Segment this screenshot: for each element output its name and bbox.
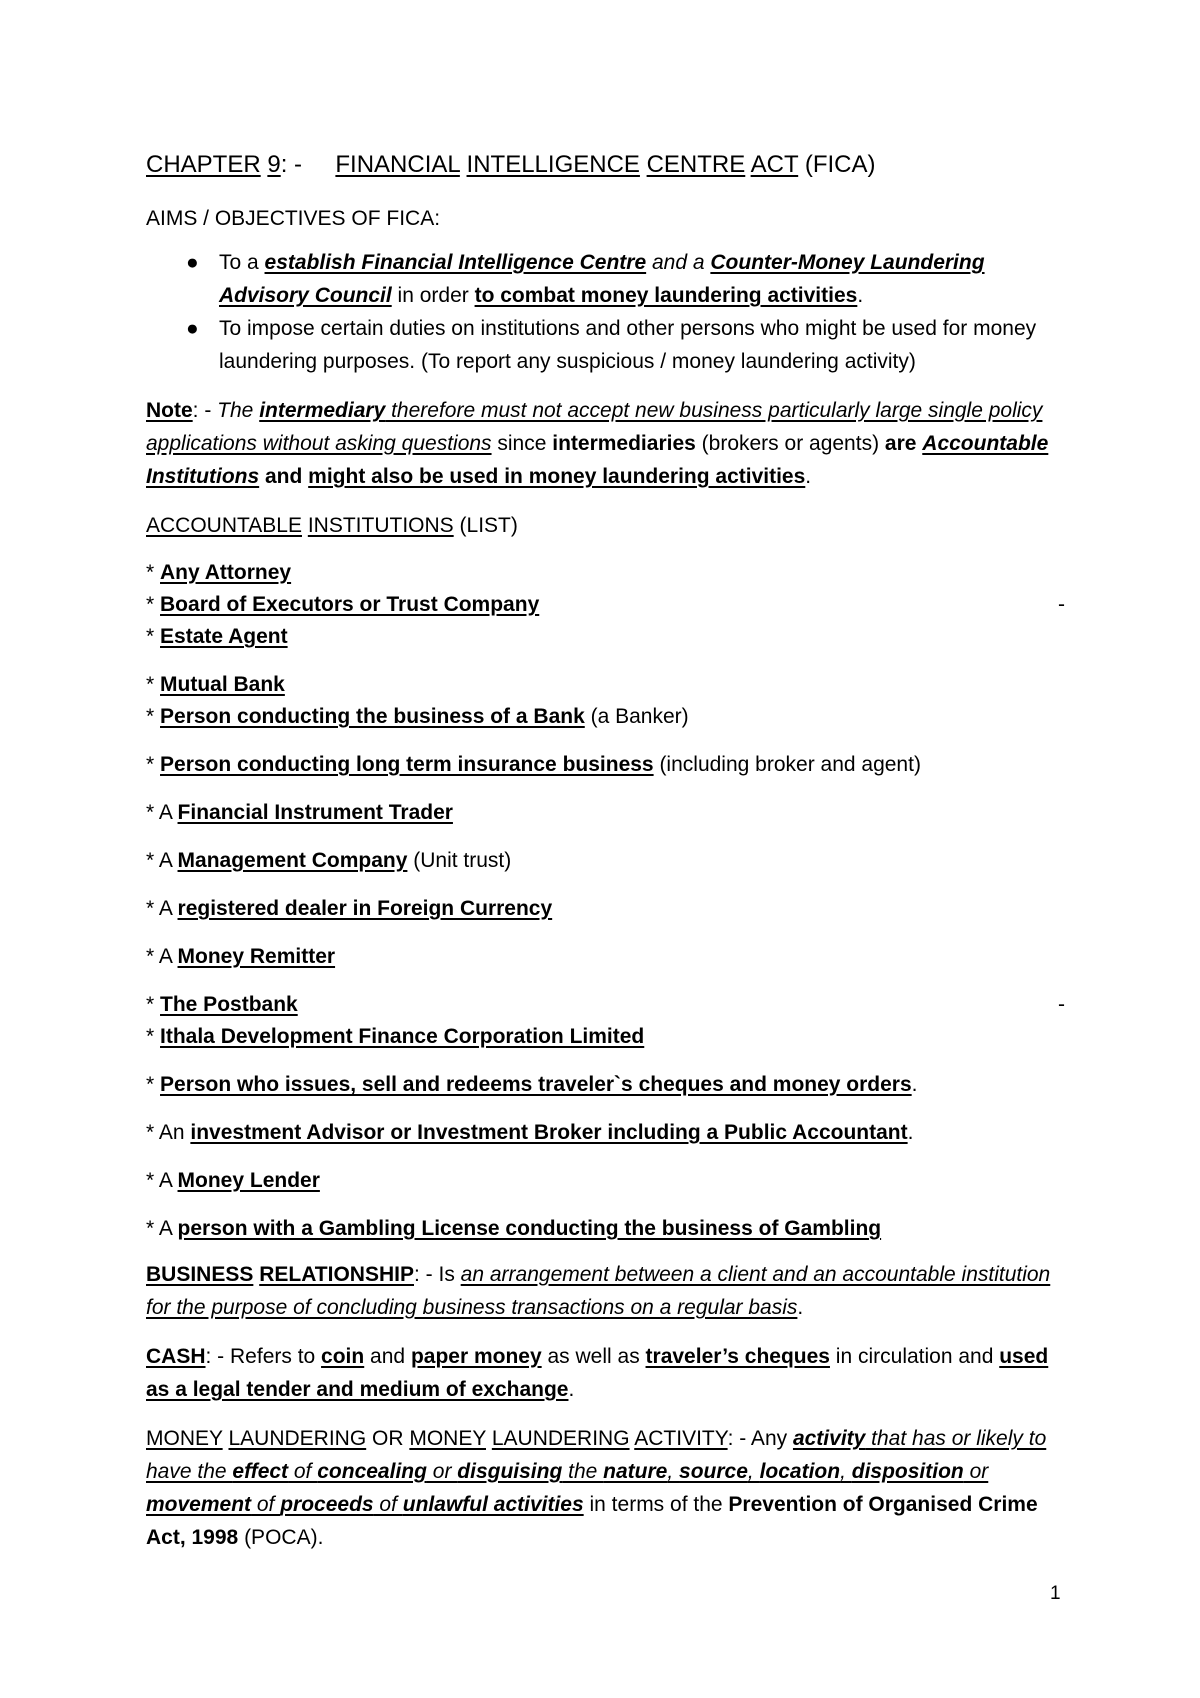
note-label: Note [146, 399, 193, 422]
institution-item: * Person conducting the business of a Bank (a Banker) [146, 705, 689, 728]
institution-item: * Ithala Development Finance Corporation Limited [146, 1025, 645, 1048]
institution-item: * Any Attorney [146, 561, 292, 584]
note-paragraph: Note: - The intermediary therefore must not accept new business particularly large single policy applications without asking questions since intermediaries (brokers or agents) are Accountable Institutions and might also be used in money laundering activities. [146, 399, 1049, 488]
title-abbr: (FICA) [804, 151, 876, 178]
institution-item: * A registered dealer in Foreign Currency [146, 897, 553, 920]
institution-item: * A Financial Instrument Trader [146, 801, 453, 824]
chapter-sep: : - [280, 151, 303, 178]
accountable-institutions-heading: ACCOUNTABLE INSTITUTIONS (LIST) [146, 514, 518, 537]
aims-item: ● To a establish Financial Intelligence Centre and a Counter-Money Laundering Advisory Council in order to combat money laundering activities. [146, 246, 1060, 312]
title-word-intelligence: INTELLIGENCE [466, 151, 640, 178]
institution-item: * A Money Lender [146, 1169, 320, 1192]
bullet-icon: ● [186, 251, 199, 274]
institution-item: * Board of Executors or Trust Company [146, 593, 540, 616]
institution-item: * A Management Company (Unit trust) [146, 849, 512, 872]
title-word-centre: CENTRE [646, 151, 746, 178]
chapter-number: 9 [267, 151, 281, 178]
margin-dash: - [1058, 993, 1065, 1016]
institution-item: * Mutual Bank [146, 673, 285, 696]
margin-dash: - [1058, 593, 1065, 616]
bullet-icon: ● [186, 317, 199, 340]
aims-list [146, 246, 1060, 378]
aims-item: ● To impose certain duties on institutions and other persons who might be used for money laundering purposes. (To report any suspicious / money laundering activity) [146, 312, 1060, 378]
aims-heading: AIMS / OBJECTIVES OF FICA: [146, 207, 441, 230]
chapter-title [146, 148, 1060, 181]
institution-item: * An investment Advisor or Investment Broker including a Public Accountant. [146, 1121, 914, 1144]
business-relationship-definition: BUSINESS RELATIONSHIP: - Is an arrangement between a client and an accountable institution for the purpose of concluding business transactions on a regular basis. [146, 1263, 1051, 1319]
cash-definition: CASH: - Refers to coin and paper money as well as traveler’s cheques in circulation and used as a legal tender and medium of exchange. [146, 1345, 1049, 1401]
institution-item: * Estate Agent [146, 625, 288, 648]
title-word-financial: FINANCIAL [335, 151, 460, 178]
title-word-act: ACT [750, 151, 799, 178]
chapter-label: CHAPTER [146, 151, 261, 178]
page-number: 1 [1050, 1583, 1061, 1604]
institution-item: * Person who issues, sell and redeems traveler`s cheques and money orders. [146, 1073, 918, 1096]
institution-item: * Person conducting long term insurance business (including broker and agent) [146, 753, 921, 776]
institution-item: * The Postbank [146, 993, 298, 1016]
institution-item: * A Money Remitter [146, 945, 336, 968]
institution-item: * A person with a Gambling License conducting the business of Gambling [146, 1217, 882, 1240]
money-laundering-definition: MONEY LAUNDERING OR MONEY LAUNDERING ACTIVITY: - Any activity that has or likely to have the effect of concealing or disguising the nature, source, location, disposition or movement of proceeds of unlawful activities in terms of the Prevention of Organised Crime Act, 1998 (POCA). [146, 1427, 1047, 1549]
